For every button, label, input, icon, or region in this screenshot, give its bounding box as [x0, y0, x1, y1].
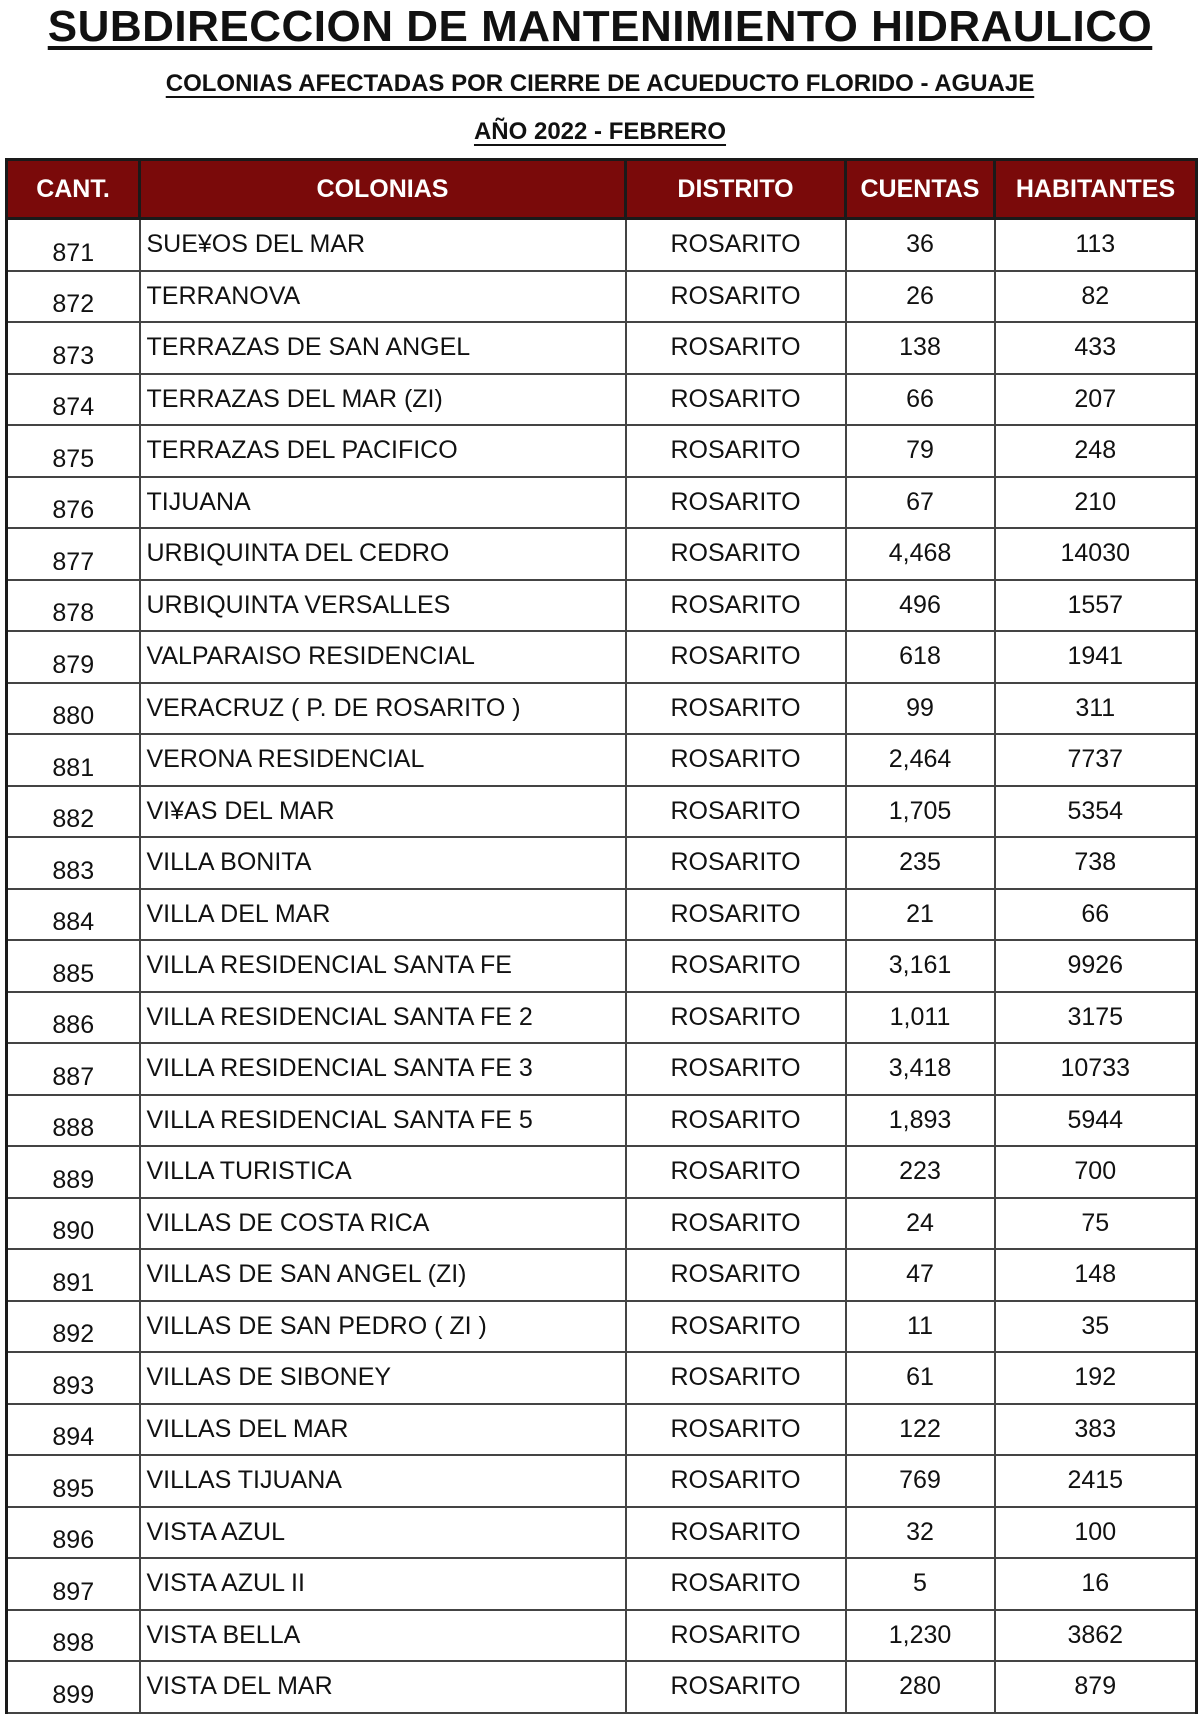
table-row	[7, 271, 1197, 323]
cell-habitantes: 10733	[995, 1043, 1197, 1095]
table-row	[7, 1198, 1197, 1250]
table-row	[7, 425, 1197, 477]
cell-colonia: URBIQUINTA DEL CEDRO	[140, 528, 626, 580]
cell-cant: 887	[7, 1043, 140, 1095]
cell-cant: 893	[7, 1352, 140, 1404]
table-row	[7, 940, 1197, 992]
cell-cant: 874	[7, 374, 140, 426]
cell-cant: 895	[7, 1455, 140, 1507]
cell-cuentas: 99	[846, 683, 995, 735]
table-row	[7, 1095, 1197, 1147]
cell-colonia: VILLAS DE SAN PEDRO ( ZI )	[140, 1301, 626, 1353]
cell-cant: 871	[7, 219, 140, 271]
document-period: AÑO 2022 - FEBRERO	[473, 118, 727, 145]
cell-cuentas: 280	[846, 1661, 995, 1713]
cell-cant: 897	[7, 1558, 140, 1610]
cell-distrito: ROSARITO	[626, 1146, 846, 1198]
cell-cuentas: 122	[846, 1404, 995, 1456]
table-row	[7, 1507, 1197, 1559]
cell-cuentas: 67	[846, 477, 995, 529]
document-subtitle: COLONIAS AFECTADAS POR CIERRE DE ACUEDUCTO FLORIDO - AGUAJE	[165, 70, 1035, 97]
cell-cant: 896	[7, 1507, 140, 1559]
table-row	[7, 786, 1197, 838]
cell-cuentas: 496	[846, 580, 995, 632]
cell-distrito: ROSARITO	[626, 1095, 846, 1147]
cell-distrito: ROSARITO	[626, 528, 846, 580]
cell-distrito: ROSARITO	[626, 992, 846, 1044]
column-header-colonia: COLONIAS	[140, 160, 626, 219]
cell-colonia: TERRAZAS DEL MAR (ZI)	[140, 374, 626, 426]
cell-cant: 889	[7, 1146, 140, 1198]
cell-colonia: VILLAS TIJUANA	[140, 1455, 626, 1507]
cell-distrito: ROSARITO	[626, 631, 846, 683]
table-row	[7, 1661, 1197, 1713]
table-row	[7, 1455, 1197, 1507]
cell-cant: 883	[7, 837, 140, 889]
cell-cuentas: 21	[846, 889, 995, 941]
cell-habitantes: 9926	[995, 940, 1197, 992]
cell-cuentas: 61	[846, 1352, 995, 1404]
cell-cant: 875	[7, 425, 140, 477]
table-row	[7, 1301, 1197, 1353]
cell-distrito: ROSARITO	[626, 734, 846, 786]
cell-cuentas: 2,464	[846, 734, 995, 786]
cell-distrito: ROSARITO	[626, 374, 846, 426]
cell-cant: 877	[7, 528, 140, 580]
column-header-cant: CANT.	[7, 160, 140, 219]
cell-cuentas: 24	[846, 1198, 995, 1250]
cell-colonia: VISTA BELLA	[140, 1610, 626, 1662]
table-row	[7, 1146, 1197, 1198]
table-row	[7, 1558, 1197, 1610]
cell-distrito: ROSARITO	[626, 1507, 846, 1559]
cell-colonia: TERRANOVA	[140, 271, 626, 323]
cell-habitantes: 738	[995, 837, 1197, 889]
cell-distrito: ROSARITO	[626, 425, 846, 477]
cell-colonia: VILLA DEL MAR	[140, 889, 626, 941]
cell-colonia: VI¥AS DEL MAR	[140, 786, 626, 838]
table-row	[7, 889, 1197, 941]
table-row	[7, 1352, 1197, 1404]
table-row	[7, 992, 1197, 1044]
cell-habitantes: 5944	[995, 1095, 1197, 1147]
cell-cant: 890	[7, 1198, 140, 1250]
cell-colonia: VILLAS DE SAN ANGEL (ZI)	[140, 1249, 626, 1301]
table-row	[7, 477, 1197, 529]
cell-cuentas: 4,468	[846, 528, 995, 580]
cell-colonia: VILLAS DEL MAR	[140, 1404, 626, 1456]
cell-distrito: ROSARITO	[626, 683, 846, 735]
cell-colonia: VALPARAISO RESIDENCIAL	[140, 631, 626, 683]
cell-habitantes: 210	[995, 477, 1197, 529]
cell-cuentas: 1,230	[846, 1610, 995, 1662]
cell-habitantes: 16	[995, 1558, 1197, 1610]
cell-cuentas: 26	[846, 271, 995, 323]
cell-distrito: ROSARITO	[626, 322, 846, 374]
document-title: SUBDIRECCION DE MANTENIMIENTO HIDRAULICO	[47, 2, 1153, 51]
table-row	[7, 374, 1197, 426]
cell-colonia: VERONA RESIDENCIAL	[140, 734, 626, 786]
cell-colonia: VILLA RESIDENCIAL SANTA FE	[140, 940, 626, 992]
cell-colonia: VILLA BONITA	[140, 837, 626, 889]
column-header-habitantes: HABITANTES	[995, 160, 1197, 219]
cell-cant: 878	[7, 580, 140, 632]
cell-cant: 892	[7, 1301, 140, 1353]
cell-habitantes: 2415	[995, 1455, 1197, 1507]
cell-cuentas: 5	[846, 1558, 995, 1610]
cell-habitantes: 207	[995, 374, 1197, 426]
table-row	[7, 734, 1197, 786]
cell-cant: 882	[7, 786, 140, 838]
cell-habitantes: 3175	[995, 992, 1197, 1044]
cell-colonia: VILLAS DE SIBONEY	[140, 1352, 626, 1404]
cell-cant: 872	[7, 271, 140, 323]
cell-cuentas: 32	[846, 1507, 995, 1559]
cell-habitantes: 1557	[995, 580, 1197, 632]
cell-cant: 894	[7, 1404, 140, 1456]
table-row	[7, 322, 1197, 374]
cell-distrito: ROSARITO	[626, 1404, 846, 1456]
cell-distrito: ROSARITO	[626, 1610, 846, 1662]
cell-colonia: VISTA AZUL	[140, 1507, 626, 1559]
cell-colonia: TERRAZAS DEL PACIFICO	[140, 425, 626, 477]
cell-cuentas: 1,893	[846, 1095, 995, 1147]
table-row	[7, 580, 1197, 632]
cell-cant: 899	[7, 1661, 140, 1713]
cell-cant: 876	[7, 477, 140, 529]
cell-colonia: VILLA RESIDENCIAL SANTA FE 2	[140, 992, 626, 1044]
table-row	[7, 1610, 1197, 1662]
cell-distrito: ROSARITO	[626, 1661, 846, 1713]
cell-cuentas: 1,705	[846, 786, 995, 838]
table-header-row	[7, 160, 1197, 219]
cell-cant: 888	[7, 1095, 140, 1147]
cell-habitantes: 75	[995, 1198, 1197, 1250]
cell-colonia: TIJUANA	[140, 477, 626, 529]
cell-distrito: ROSARITO	[626, 271, 846, 323]
cell-colonia: TERRAZAS DE SAN ANGEL	[140, 322, 626, 374]
cell-cant: 886	[7, 992, 140, 1044]
column-header-distrito: DISTRITO	[626, 160, 846, 219]
cell-cuentas: 769	[846, 1455, 995, 1507]
cell-distrito: ROSARITO	[626, 837, 846, 889]
table-row	[7, 631, 1197, 683]
cell-cuentas: 11	[846, 1301, 995, 1353]
table-row	[7, 683, 1197, 735]
cell-habitantes: 383	[995, 1404, 1197, 1456]
cell-cuentas: 138	[846, 322, 995, 374]
cell-colonia: VISTA DEL MAR	[140, 1661, 626, 1713]
cell-habitantes: 14030	[995, 528, 1197, 580]
cell-habitantes: 248	[995, 425, 1197, 477]
cell-colonia: VILLAS DE COSTA RICA	[140, 1198, 626, 1250]
table-row	[7, 528, 1197, 580]
cell-distrito: ROSARITO	[626, 1558, 846, 1610]
table-row	[7, 1043, 1197, 1095]
cell-habitantes: 82	[995, 271, 1197, 323]
cell-habitantes: 1941	[995, 631, 1197, 683]
cell-distrito: ROSARITO	[626, 580, 846, 632]
cell-habitantes: 66	[995, 889, 1197, 941]
cell-colonia: VERACRUZ ( P. DE ROSARITO )	[140, 683, 626, 735]
cell-cuentas: 1,011	[846, 992, 995, 1044]
cell-colonia: SUE¥OS DEL MAR	[140, 219, 626, 271]
cell-distrito: ROSARITO	[626, 219, 846, 271]
cell-cant: 881	[7, 734, 140, 786]
cell-habitantes: 700	[995, 1146, 1197, 1198]
cell-habitantes: 3862	[995, 1610, 1197, 1662]
cell-cant: 879	[7, 631, 140, 683]
cell-distrito: ROSARITO	[626, 940, 846, 992]
cell-distrito: ROSARITO	[626, 1043, 846, 1095]
cell-distrito: ROSARITO	[626, 1198, 846, 1250]
cell-habitantes: 113	[995, 219, 1197, 271]
cell-cuentas: 3,418	[846, 1043, 995, 1095]
cell-cuentas: 47	[846, 1249, 995, 1301]
column-header-cuentas: CUENTAS	[846, 160, 995, 219]
cell-distrito: ROSARITO	[626, 1249, 846, 1301]
cell-cuentas: 223	[846, 1146, 995, 1198]
cell-cant: 880	[7, 683, 140, 735]
cell-distrito: ROSARITO	[626, 786, 846, 838]
cell-distrito: ROSARITO	[626, 1352, 846, 1404]
cell-habitantes: 433	[995, 322, 1197, 374]
cell-habitantes: 100	[995, 1507, 1197, 1559]
cell-distrito: ROSARITO	[626, 477, 846, 529]
cell-distrito: ROSARITO	[626, 889, 846, 941]
cell-cant: 898	[7, 1610, 140, 1662]
cell-cuentas: 235	[846, 837, 995, 889]
cell-cuentas: 3,161	[846, 940, 995, 992]
table-row	[7, 219, 1197, 271]
cell-colonia: VISTA AZUL II	[140, 1558, 626, 1610]
table-row	[7, 1404, 1197, 1456]
cell-cant: 873	[7, 322, 140, 374]
cell-habitantes: 192	[995, 1352, 1197, 1404]
cell-cant: 884	[7, 889, 140, 941]
table-row	[7, 1249, 1197, 1301]
cell-distrito: ROSARITO	[626, 1455, 846, 1507]
table-header	[7, 160, 1197, 219]
cell-colonia: VILLA RESIDENCIAL SANTA FE 5	[140, 1095, 626, 1147]
cell-colonia: VILLA TURISTICA	[140, 1146, 626, 1198]
cell-colonia: URBIQUINTA VERSALLES	[140, 580, 626, 632]
table-body	[7, 219, 1197, 1713]
cell-habitantes: 35	[995, 1301, 1197, 1353]
cell-cant: 885	[7, 940, 140, 992]
cell-colonia: VILLA RESIDENCIAL SANTA FE 3	[140, 1043, 626, 1095]
cell-habitantes: 879	[995, 1661, 1197, 1713]
colonias-table	[5, 158, 1198, 1714]
table-row	[7, 837, 1197, 889]
cell-habitantes: 7737	[995, 734, 1197, 786]
cell-cuentas: 36	[846, 219, 995, 271]
cell-habitantes: 5354	[995, 786, 1197, 838]
cell-cuentas: 66	[846, 374, 995, 426]
cell-cuentas: 618	[846, 631, 995, 683]
cell-cuentas: 79	[846, 425, 995, 477]
cell-habitantes: 148	[995, 1249, 1197, 1301]
cell-distrito: ROSARITO	[626, 1301, 846, 1353]
cell-cant: 891	[7, 1249, 140, 1301]
cell-habitantes: 311	[995, 683, 1197, 735]
